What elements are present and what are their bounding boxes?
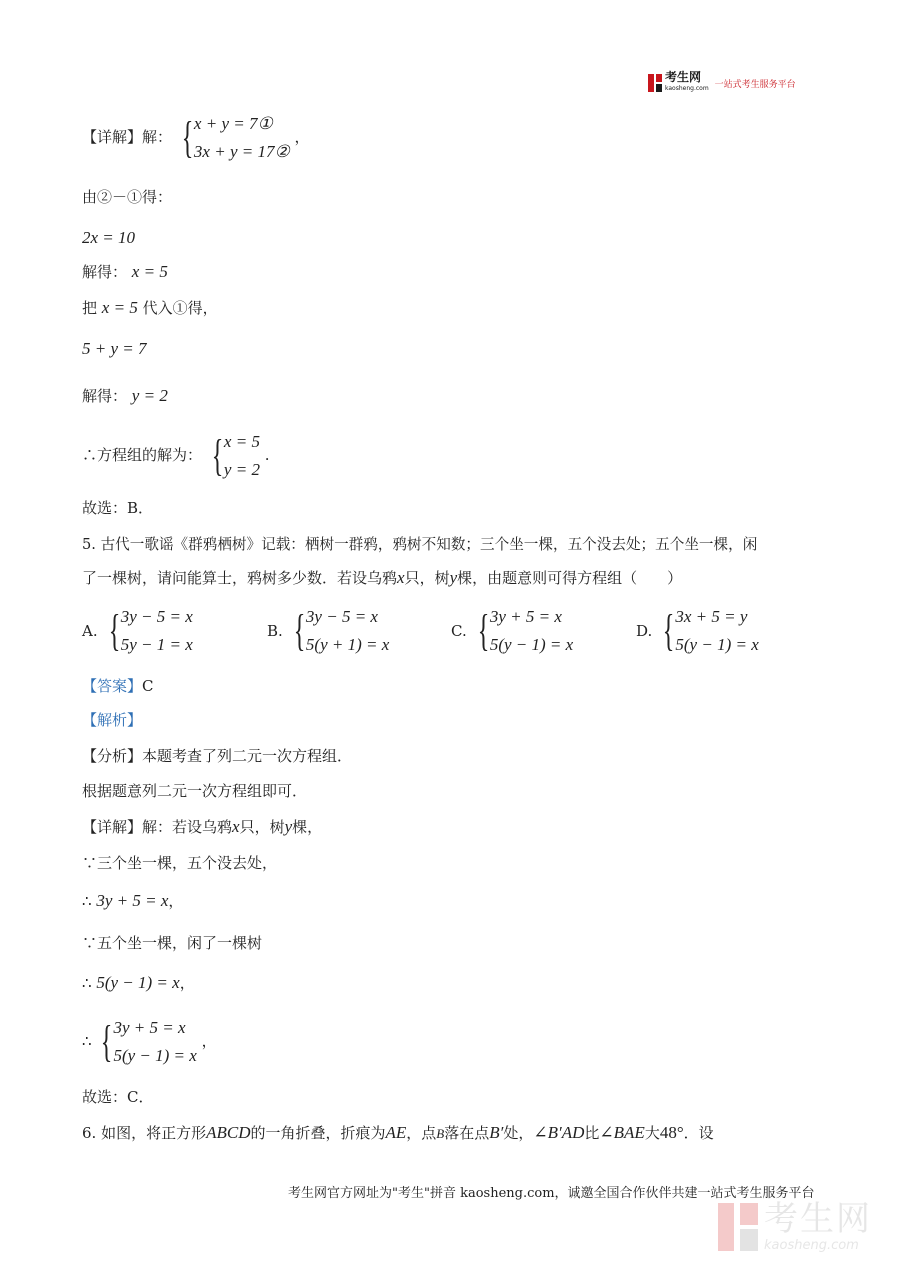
solution1-detail: [82, 110, 310, 166]
text: 大: [644, 1124, 660, 1142]
solution-system: { x = 5 y = 2: [207, 428, 260, 484]
text: 【详解】解：若设乌鸦: [82, 818, 233, 836]
step-subtract: 由②－①得：: [82, 188, 173, 206]
step-substitute: [82, 297, 218, 319]
label: 解得：: [82, 263, 128, 281]
watermark-title: 考生网: [764, 1199, 872, 1239]
logo-domain: kaosheng.com: [665, 85, 709, 92]
label: ∴方程组的解为：: [82, 446, 203, 464]
option-c: C. { 3y + 5 = x 5(y − 1) = x: [451, 603, 573, 659]
punctuation: ，: [201, 1032, 217, 1050]
answer: [82, 675, 154, 697]
angle-bpad: ∠B′AD: [533, 1123, 585, 1142]
therefore-symbol: ∴: [82, 1032, 92, 1050]
header-logo: [648, 72, 796, 94]
option-row-1: 3y − 5 = x: [305, 607, 378, 626]
text: 只，树: [404, 569, 450, 587]
text: 了一棵树，请问能算士，鸦树多少数．若设乌鸦: [82, 569, 398, 587]
text: 棵，: [292, 818, 323, 836]
system-row-1: x = 5: [223, 432, 260, 451]
text: 代入①得，: [142, 299, 218, 317]
var-b-prime: B′: [489, 1123, 504, 1142]
option-label: D.: [636, 622, 653, 640]
step-solve-x: [82, 261, 168, 283]
equation-system: { x + y = 7① 3x + y = 17②: [177, 110, 290, 166]
q5-line1: 5. 古代一歌谣《群鸦栖树》记载：栖树一群鸦，鸦树不知数；三个坐一棵，五个没去处；五个坐一棵，闲: [82, 536, 758, 553]
text: 落在点: [444, 1124, 490, 1142]
q5-detail: [82, 816, 322, 838]
analysis-fenxi: 【分析】本题考查了列二元一次方程组．: [82, 747, 353, 765]
option-label: B.: [267, 622, 283, 640]
watermark: [718, 1200, 872, 1253]
therefore-1: [82, 890, 183, 912]
analysis-label: 【解析】: [82, 711, 143, 729]
var-abcd: ABCD: [206, 1123, 251, 1142]
system-row-1: 3y + 5 = x: [113, 1018, 186, 1037]
var-b: B: [436, 1126, 445, 1141]
because-2: ∵五个坐一棵，闲了一棵树: [82, 934, 263, 952]
option-row-1: 3y − 5 = x: [120, 607, 193, 626]
q5-line2: [82, 567, 682, 589]
because-1: ∵三个坐一棵，五个没去处，: [82, 854, 278, 872]
watermark-logo-icon: [718, 1203, 758, 1251]
equation: y = 2: [131, 386, 168, 405]
watermark-domain: kaosheng.com: [764, 1238, 859, 1253]
therefore-symbol: ∴: [82, 974, 92, 992]
q5-system: [82, 1014, 217, 1070]
text: 棵，由题意则可得方程组（ ）: [457, 569, 683, 587]
conclusion: [82, 428, 270, 484]
answer-value: C: [142, 677, 154, 695]
system-row-1: x + y = 7①: [193, 114, 273, 133]
logo-icon: [648, 74, 662, 92]
text: 只，树: [239, 818, 285, 836]
var-x: x: [397, 568, 405, 587]
option-label: A.: [82, 622, 98, 640]
option-row-2: 5(y − 1) = x: [489, 635, 574, 654]
var-ae: AE: [385, 1123, 407, 1142]
choice-b: 故选：B．: [82, 499, 154, 517]
option-b: B. { 3y − 5 = x 5(y + 1) = x: [267, 603, 389, 659]
option-label: C.: [451, 622, 467, 640]
punctuation: ，: [168, 892, 184, 910]
label: 解得：: [82, 387, 128, 405]
option-row-1: 3y + 5 = x: [489, 607, 562, 626]
text: 处，: [503, 1124, 534, 1142]
equation: 5(y − 1) = x: [96, 973, 180, 992]
equation: 3y + 5 = x: [96, 891, 169, 910]
logo-slogan: 一站式考生服务平台: [714, 79, 796, 90]
option-a: A. { 3y − 5 = x 5y − 1 = x: [82, 603, 193, 659]
text: ，点: [406, 1124, 437, 1142]
option-row-2: 5y − 1 = x: [120, 635, 193, 654]
system-row-2: 3x + y = 17②: [193, 142, 290, 161]
equation: x = 5: [131, 262, 168, 281]
degree-value: 48°: [659, 1123, 684, 1142]
equation-system: { 3y + 5 = x 5(y − 1) = x: [96, 1014, 196, 1070]
var-y: y: [284, 817, 293, 836]
therefore-2: [82, 972, 195, 994]
footer-text: 考生网官方网址为"考生"拼音 kaosheng.com，诚邀全国合作伙伴共建一站式考生服务平台: [288, 1186, 815, 1201]
step-solve-y: [82, 385, 168, 407]
equation-2x: 2x = 10: [82, 228, 136, 247]
angle-bae: ∠BAE: [599, 1123, 645, 1142]
option-row-1: 3x + 5 = y: [675, 607, 748, 626]
punctuation: ，: [294, 128, 310, 146]
option-d: D. { 3x + 5 = y 5(y − 1) = x: [636, 603, 759, 659]
var-x: x: [232, 817, 240, 836]
text: ．设: [683, 1124, 714, 1142]
analysis-fenxi-2: 根据题意列二元一次方程组即可．: [82, 782, 308, 800]
choice-c: 故选：C．: [82, 1088, 154, 1106]
logo-title: 考生网: [665, 70, 702, 84]
q6-line1: [82, 1122, 714, 1145]
option-row-2: 5(y + 1) = x: [305, 635, 390, 654]
text: 6. 如图，将正方形: [82, 1124, 207, 1142]
var-y: y: [449, 568, 458, 587]
text: 把: [82, 299, 98, 317]
text: 的一角折叠，折痕为: [250, 1124, 386, 1142]
option-row-2: 5(y − 1) = x: [675, 635, 759, 654]
equation: x = 5: [101, 298, 138, 317]
punctuation: ，: [179, 974, 195, 992]
answer-label: 【答案】: [82, 677, 143, 695]
therefore-symbol: ∴: [82, 892, 92, 910]
detail-label: 【详解】解：: [82, 128, 173, 146]
equation-5y: 5 + y = 7: [82, 339, 147, 358]
system-row-2: y = 2: [223, 460, 260, 479]
system-row-2: 5(y − 1) = x: [113, 1046, 197, 1065]
punctuation: .: [264, 446, 270, 464]
text: 比: [584, 1124, 600, 1142]
